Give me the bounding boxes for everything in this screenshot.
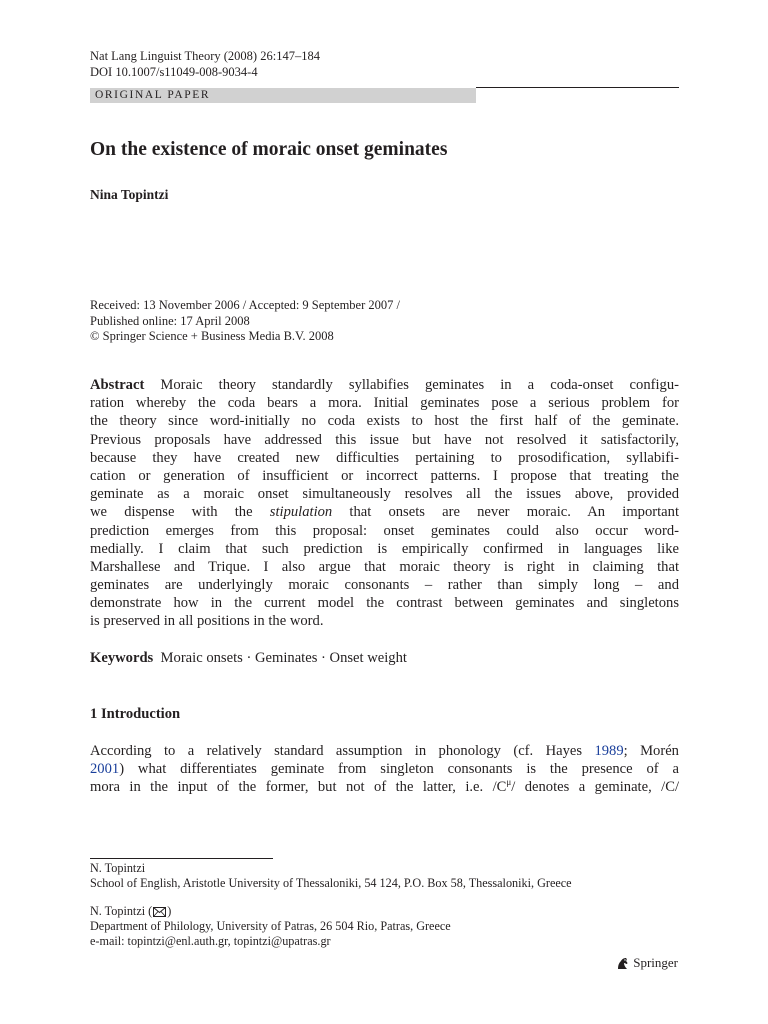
intro-paragraph: According to a relatively standard assumption in phonology (cf. Hayes 1989; Morén 2001) what differentiates geminate from singleton consonants is the presence of a mora in the input of the former, but not of the latter, i.e. $/C^\mu/$ denotes a geminate, /C/ [90,743,680,796]
article-type-label: ORIGINAL PAPER [95,89,211,101]
keywords-list: Moraic onsets · Geminates · Onset weight [160,650,407,666]
paper-title: On the existence of moraic onset geminates [90,139,448,160]
published-online: Published online: 17 April 2008 [90,314,250,328]
citation-link-moren[interactable]: 2001 [90,761,120,778]
affiliation-1-name: N. Topintzi [90,861,146,875]
abstract-label: Abstract [90,377,145,393]
copyright: © Springer Science + Business Media B.V. 2008 [90,329,334,343]
affiliation-2-name: N. Topintzi ( ) [90,904,172,918]
journal-citation: Nat Lang Linguist Theory (2008) 26:147–184 [90,49,320,63]
header-rule [476,87,679,88]
keywords-label: Keywords [90,650,154,666]
springer-horse-icon [615,956,630,971]
citation-link-hayes[interactable]: 1989 [594,743,624,759]
section-heading: 1 Introduction [90,706,181,722]
publisher-logo [615,955,678,971]
footnote-rule [90,858,273,859]
received-accepted: Received: 13 November 2006 / Accepted: 9 September 2007 / [90,298,400,312]
mora-superscript: μ [506,777,512,788]
affiliation-2: Department of Philology, University of Patras, 26 504 Rio, Patras, Greece [90,919,451,933]
publisher-name: Springer [633,955,678,970]
email-line[interactable]: e-mail: topintzi@enl.auth.gr, topintzi@upatras.gr [90,934,331,948]
emphasis-stipulation: stipulation [269,504,333,521]
affiliation-1: School of English, Aristotle University of Thessaloniki, 54 124, P.O. Box 58, Thessaloniki, Greece [90,876,572,890]
envelope-icon [153,907,166,917]
doi: DOI 10.1007/s11049-008-9034-4 [90,65,258,79]
keywords [90,650,407,667]
author-name: Nina Topintzi [90,187,169,202]
abstract: Abstract Moraic theory standardly syllabifies geminates in a coda-onset configu- ration whereby the coda bears a mora. Initial geminates pose a serious problem for the theory since word-initially no coda exists to host the first half of the geminate. Previous proposals have addressed this issue but have not resolved it satisfactorily, because they have created new difficulties pertaining to prosodification, syllabifi- cation or generation of insufficient or incorrect patterns. I propose that treating the geminate as a moraic onset simultaneously resolves all the issues above, provided we dispense with the stipulation that onsets are never moraic. An important prediction emerges from this proposal: onset geminates could also occur word- medially. I claim that such prediction is empirically confirmed in languages like Marshallese and Trique. I also argue that moraic theory is right in claiming that geminates are underlyingly moraic consonants – rather than simply long – and demonstrate how in the current model the contrast between geminates and singletons is preserved in all positions in the word. [90,377,680,630]
